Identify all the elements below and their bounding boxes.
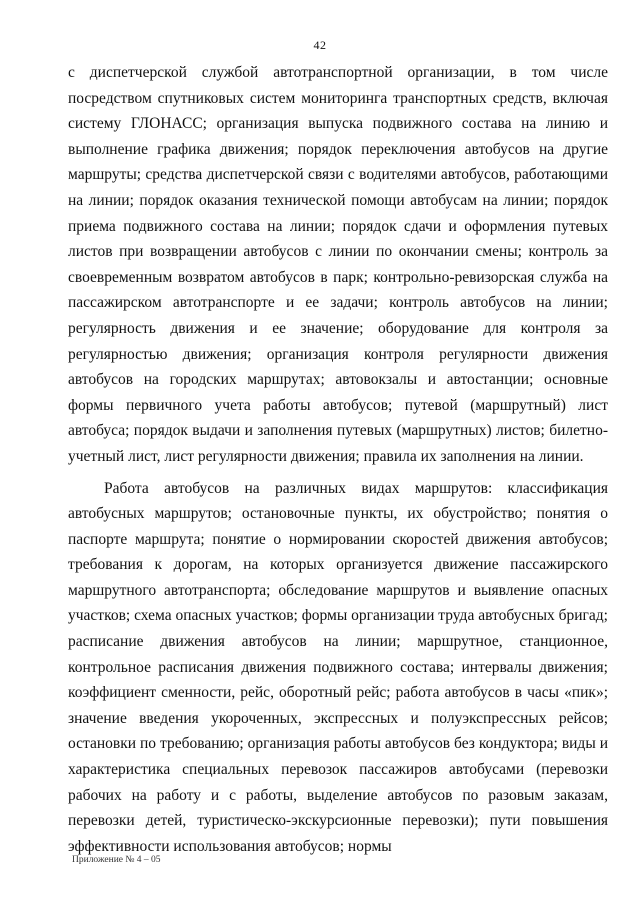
paragraph-continuation: с диспетчерской службой автотранспортной организации, в том числе посредством спутниковых систем мониторинга транспортных средств, включая систему ГЛОНАСС; организация выпуска подвижного состава на линию и выполнение графика движения; порядок переключения автобусов на другие маршруты; средства диспетчерской связи с водителями автобусов, работающими на линии; порядок оказания технической помощи автобусам на линии; порядок приема подвижного состава на линии; порядок сдачи и оформления путевых листов при возвращении автобусов с линии по окончании смены; контроль за своевременным возвратом автобусов в парк; контрольно-ревизорская служба на пассажирском автотранспорте и ее задачи; контроль автобусов на линии; регулярность движения и ее значение; оборудование для контроля за регулярностью движения; организация контроля регулярности движения автобусов на городских маршрутах; автовокзалы и автостанции; основные формы первичного учета работы автобусов; путевой (маршрутный) лист автобуса; порядок выдачи и заполнения путевых (маршрутных) листов; билетно-учетный лист, лист регулярности движения; правила их заполнения на линии. [68,64,608,465]
body-text [68,60,608,859]
footer-appendix-label: Приложение № 4 – 05 [72,855,161,865]
page-number: 42 [313,38,327,52]
paragraph-bus-routes: Работа автобусов на различных видах маршрутов: классификация автобусных маршрутов; остановочные пункты, их обустройство; понятия о паспорте маршрута; понятие о нормировании скоростей движения автобусов; требования к дорогам, на которых организуется движение пассажирского маршрутного автотранспорта; обследование маршрутов и выявление опасных участков; схема опасных участков; формы организации труда автобусных бригад; расписание движения автобусов на линии; маршрутное, станционное, контрольное расписания движения подвижного состава; интервалы движения; коэффициент сменности, рейс, оборотный рейс; работа автобусов в часы «пик»; значение введения укороченных, экспрессных и полуэкспрессных рейсов; остановки по требованию; организация работы автобусов без кондуктора; виды и характеристика специальных перевозок пассажиров автобусами (перевозки рабочих на работу и с работы, выделение автобусов по разовым заказам, перевозки детей, туристическо-экскурсионные перевозки); пути повышения эффективности использования автобусов; нормы [68,479,608,855]
